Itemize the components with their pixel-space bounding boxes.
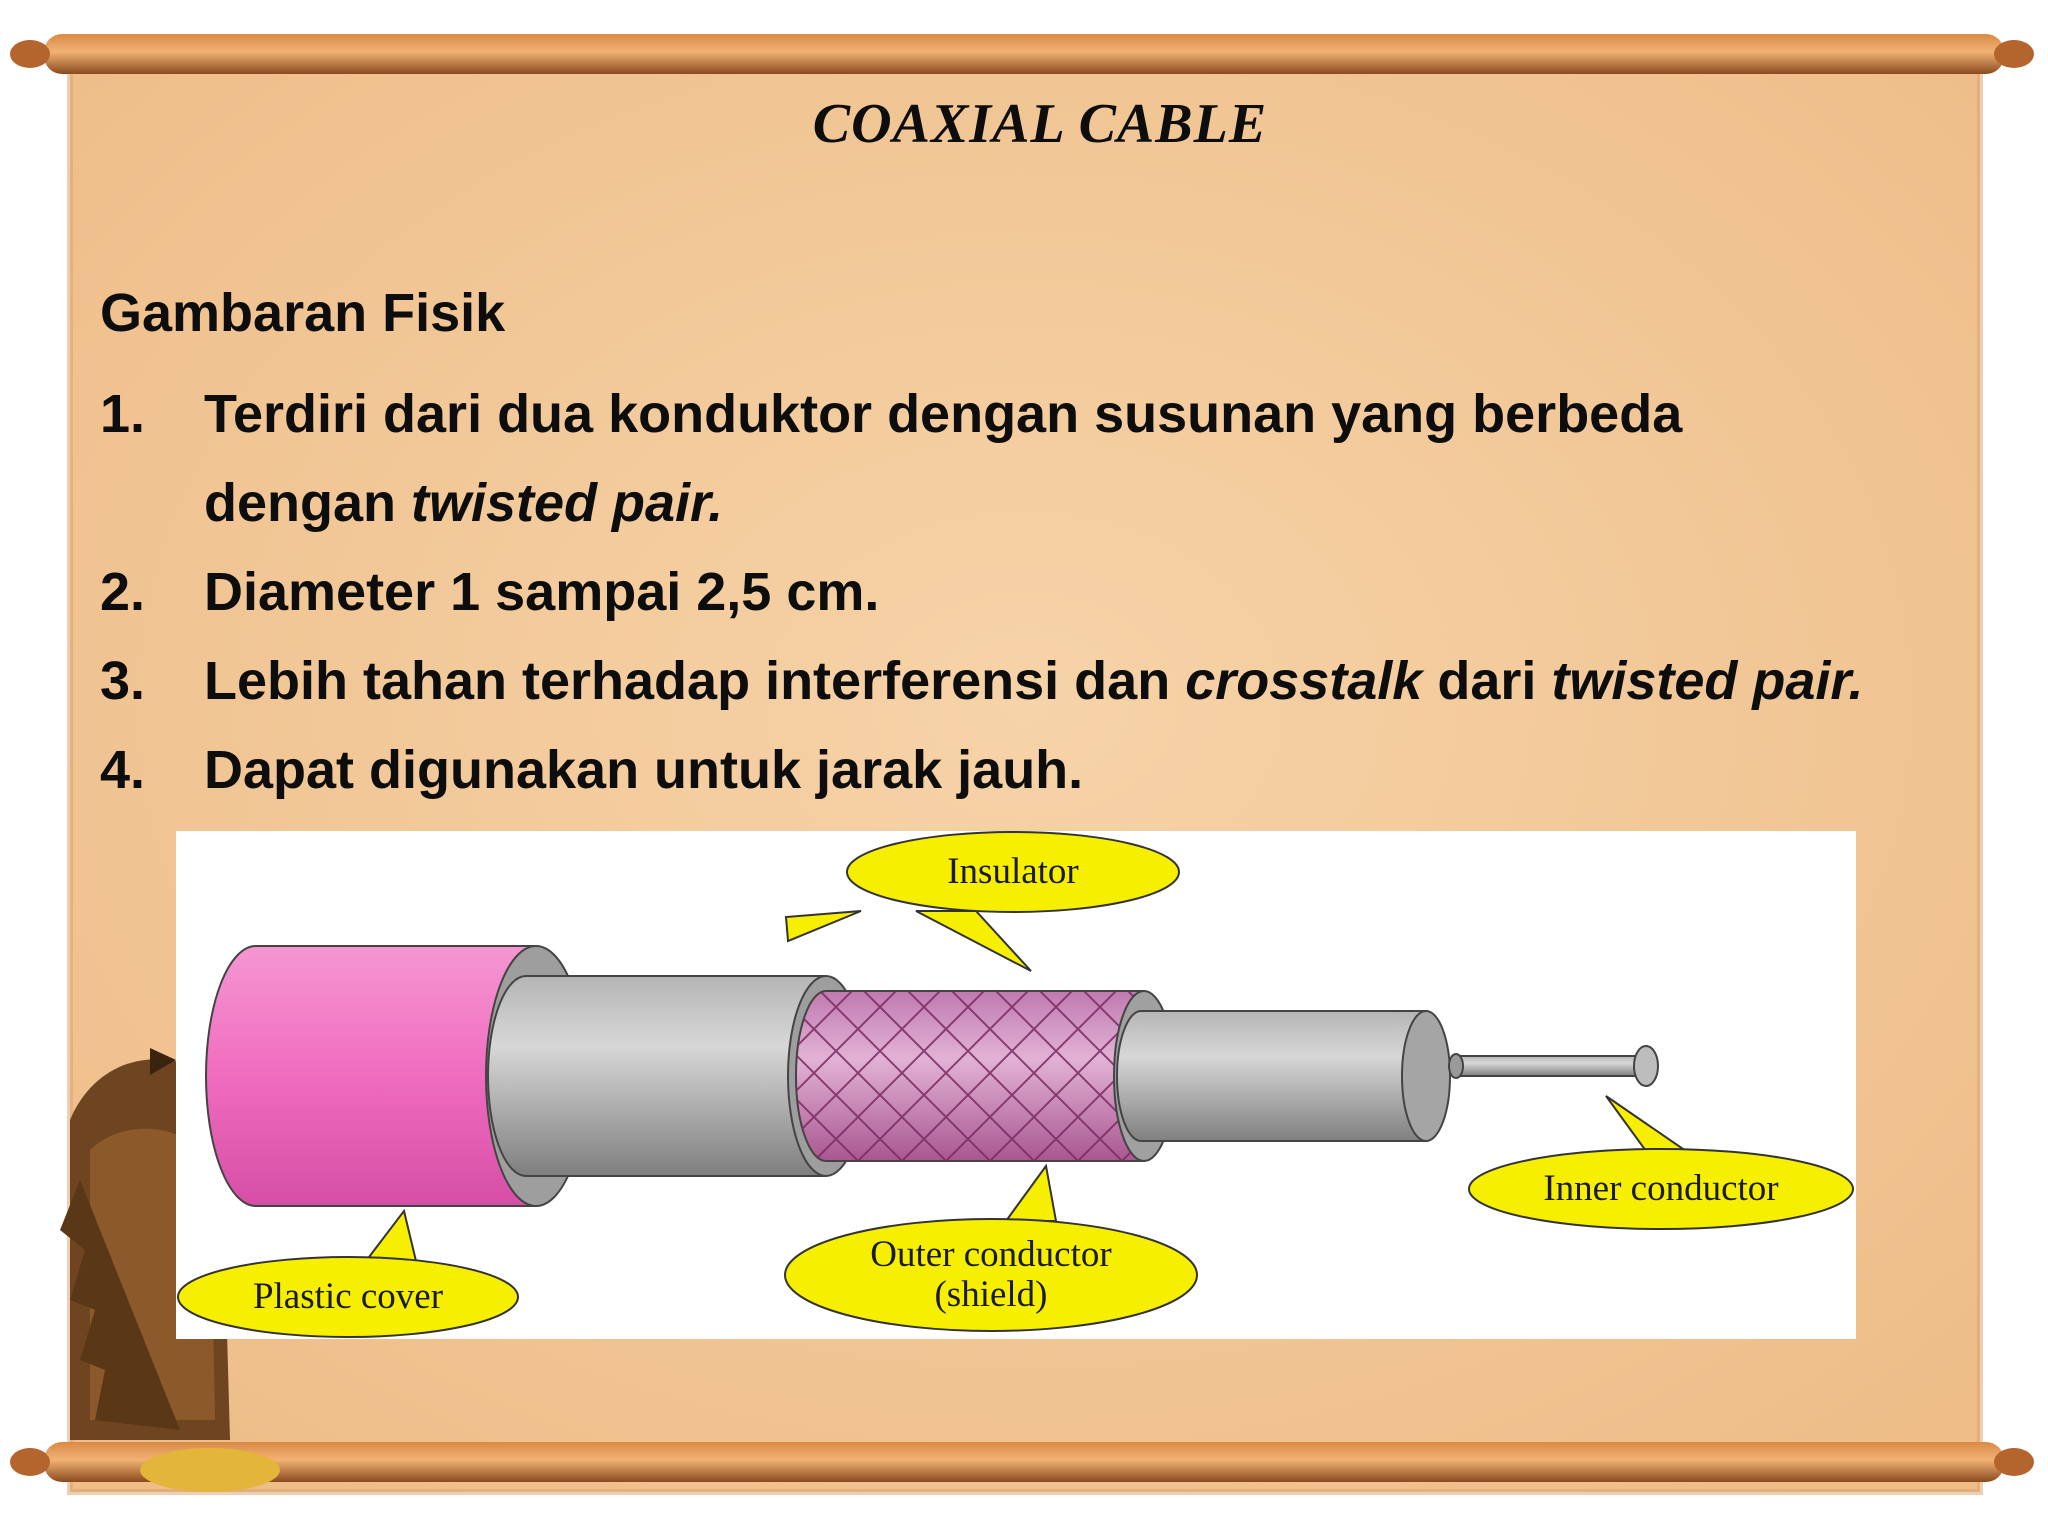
list-text-italic: twisted pair. [411, 473, 724, 533]
slide-title: COAXIAL CABLE [812, 93, 1268, 155]
list-number: 3. [100, 651, 146, 711]
label-inner-conductor: Inner conductor [1543, 1168, 1779, 1209]
list-text: Lebih tahan terhadap interferensi dan [204, 651, 1186, 711]
label-outer-conductor [816, 1235, 1166, 1315]
list-text: dengan [204, 473, 412, 533]
bullet-list [100, 370, 2000, 815]
label-outer-conductor-line1: Outer conductor [870, 1234, 1112, 1275]
label-insulator: Insulator [947, 851, 1079, 892]
list-number: 2. [100, 562, 146, 622]
section-heading: Gambaran Fisik [100, 283, 506, 343]
list-item [100, 726, 2000, 815]
list-number: 4. [100, 740, 146, 800]
list-text: dari [1422, 651, 1552, 711]
list-number: 1. [100, 384, 146, 444]
list-text-italic: crosstalk [1185, 651, 1423, 711]
list-text: Terdiri dari dua konduktor dengan susunan yang berbeda [204, 384, 1683, 444]
label-outer-conductor-line2: (shield) [934, 1274, 1048, 1315]
inner-conductor-layer [1449, 1046, 1658, 1086]
list-text-italic: twisted pair. [1551, 651, 1864, 711]
list-text: Diameter 1 sampai 2,5 cm. [204, 562, 880, 622]
inner-conductor-callout [1469, 1096, 1853, 1229]
list-item [100, 637, 2000, 726]
coaxial-cable-diagram [176, 831, 1856, 1339]
list-item [100, 370, 2000, 548]
plastic-cover-callout [178, 1211, 518, 1337]
list-item [100, 548, 2000, 637]
list-text: Dapat digunakan untuk jarak jauh. [204, 740, 1084, 800]
inner-insulator-layer [1117, 1011, 1450, 1141]
label-plastic-cover: Plastic cover [252, 1276, 444, 1317]
